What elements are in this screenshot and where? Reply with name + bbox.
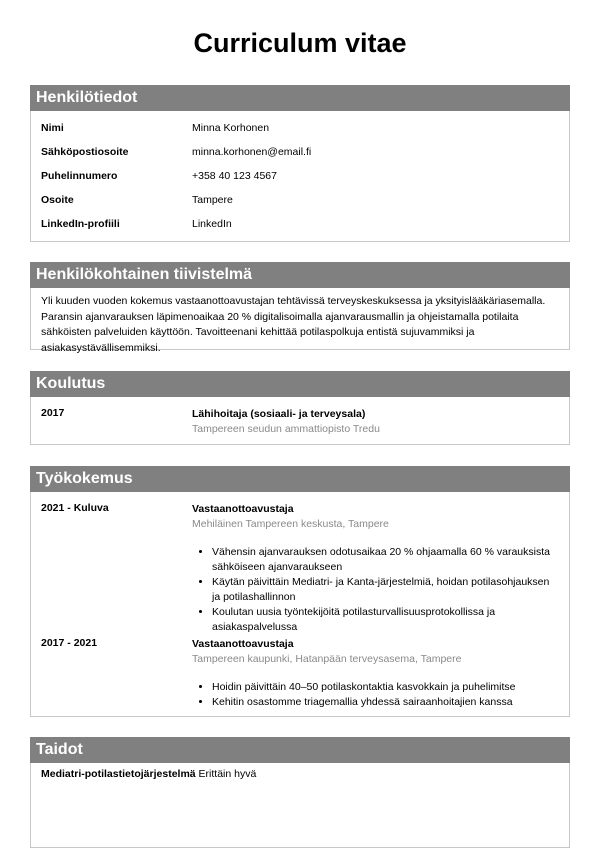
page-title: Curriculum vitae [193,28,407,58]
bullet-item: • Hoidin päivittäin 40–50 potilaskontaktia kasvokkain ja puhelimitse [212,680,559,695]
work-entry [31,502,569,637]
linkedin-link[interactable]: LinkedIn [192,218,232,230]
email-value: minna.korhonen@email.fi [192,146,312,158]
entry-subtitle: Tampereen seudun ammattiopisto Tredu [192,423,380,435]
skills-body [30,763,570,848]
entry-date: 2017 - 2021 [41,637,98,649]
skill-item [31,763,569,780]
education-section [30,371,570,445]
entry-subtitle: Tampereen kaupunki, Hatanpään terveysasema, Tampere [192,653,462,665]
info-value: Minna Korhonen [192,122,270,134]
info-label: Nimi [41,122,64,134]
work-entry [31,637,569,710]
info-row-phone [31,163,569,187]
summary-heading: Henkilökohtainen tiivistelmä [30,262,570,288]
phone-value: +358 40 123 4567 [192,170,277,182]
entry-title: Lähihoitaja (sosiaali- ja terveysala) [192,408,366,420]
entry-subtitle: Mehiläinen Tampereen keskusta, Tampere [192,518,389,530]
entry-title: Vastaanottoavustaja [192,638,294,650]
entry-title: Vastaanottoavustaja [192,503,294,515]
info-row-linkedin [31,211,569,235]
personal-info-section [30,85,570,242]
personal-info-heading: Henkilötiedot [30,85,570,111]
education-entry [31,407,569,437]
info-label: LinkedIn-profiili [41,218,120,230]
education-body [30,397,570,445]
skill-level: Erittäin hyvä [198,768,257,780]
info-row-name [31,115,569,139]
summary-section [30,262,570,354]
work-heading: Työkokemus [30,466,570,492]
skills-heading: Taidot [30,737,570,763]
entry-bullets [192,680,559,710]
entry-date: 2017 [41,407,65,419]
bullet-item: • Koulutan uusia työntekijöitä potilasturvallisuusprotokollissa ja asiakaspalvelussa [212,605,559,635]
work-body [30,492,570,717]
entry-date: 2021 - Kuluva [41,502,109,514]
summary-text: Yli kuuden vuoden kokemus vastaanottoavustajan tehtävissä terveyskeskuksessa ja yksityislääkäriasemalla. Paransin ajanvarauksen läpimenoaikaa 20 % digitalisoimalla ajanvarausmallin ja ohjeistamalla potilaita sähköisten palveluiden käyttöön. Tavoitteenani kehittää potilaspolkuja entistä sujuvammiksi ja asiakasystävällisemmiksi. [41,295,546,354]
info-label: Sähköpostiosoite [41,146,129,158]
address-value: Tampere [192,194,233,206]
entry-bullets [192,545,559,635]
info-row-address [31,187,569,211]
summary-body [30,288,570,354]
info-label: Puhelinnumero [41,170,118,182]
education-heading: Koulutus [30,371,570,397]
bullet-item: • Kehitin osastomme triagemallia yhdessä sairaanhoitajien kanssa [212,695,559,710]
personal-info-body [30,111,570,242]
info-label: Osoite [41,194,74,206]
work-section [30,466,570,717]
info-row-email [31,139,569,163]
skill-name: Mediatri-potilastietojärjestelmä [41,768,196,780]
bullet-item: • Vähensin ajanvarauksen odotusaikaa 20 % ohjaamalla 60 % varauksista sähköiseen ajanvaraukseen [212,545,559,575]
skills-section [30,737,570,848]
bullet-item: • Käytän päivittäin Mediatri- ja Kanta-järjestelmiä, hoidan potilasohjauksen ja potilashallinnon [212,575,559,605]
